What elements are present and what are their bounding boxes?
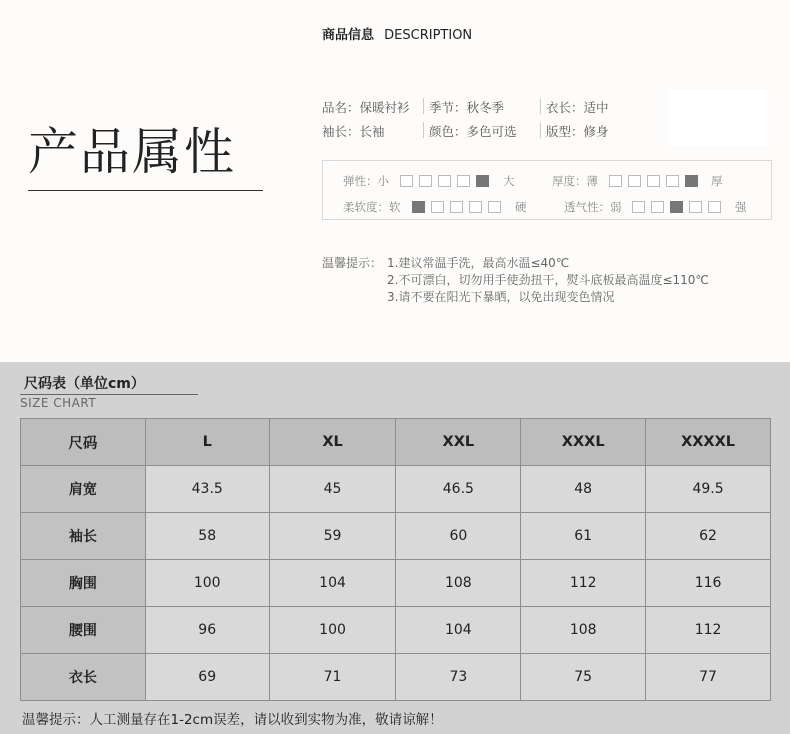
scale-square-icon	[685, 175, 698, 187]
attr-sleeve: 袖长：长袖	[322, 124, 385, 139]
size-table-header-row	[21, 419, 771, 466]
header-size-l: L	[145, 419, 269, 466]
scale-square-icon	[419, 175, 432, 187]
header-size-xl: XL	[269, 419, 396, 466]
size-table	[20, 418, 771, 701]
care-tips-label: 温馨提示：	[322, 256, 383, 270]
table-cell: 100	[269, 607, 396, 654]
row-label-shoulder: 肩宽	[21, 466, 146, 513]
scale-square-icon	[647, 175, 660, 187]
fabric-scale-box	[322, 160, 772, 220]
table-cell: 73	[396, 654, 521, 701]
table-cell: 108	[396, 560, 521, 607]
scale-square-icon	[431, 201, 444, 213]
blank-panel	[668, 90, 768, 146]
attr-divider	[423, 122, 424, 138]
table-row	[21, 654, 771, 701]
attr-divider	[423, 98, 424, 114]
scale-elasticity-label: 弹性：小	[343, 174, 389, 188]
description-heading-cn: 商品信息	[322, 28, 375, 43]
scale-thickness-label: 厚度：薄	[552, 174, 598, 188]
row-label-waist: 腰围	[21, 607, 146, 654]
description-heading-en: DESCRIPTION	[384, 28, 473, 43]
table-cell: 96	[145, 607, 269, 654]
attr-divider	[540, 122, 541, 138]
scale-elasticity-end: 大	[503, 174, 515, 188]
table-cell: 61	[521, 513, 646, 560]
attr-divider	[540, 98, 541, 114]
scale-breathability-end: 强	[735, 200, 747, 214]
scale-square-icon	[708, 201, 721, 213]
table-cell: 46.5	[396, 466, 521, 513]
scale-softness-end: 硬	[515, 200, 527, 214]
row-label-sleeve: 袖长	[21, 513, 146, 560]
size-chart-subtitle: SIZE CHART	[20, 396, 97, 410]
product-info-section	[0, 0, 790, 360]
table-cell: 48	[521, 466, 646, 513]
table-cell: 77	[646, 654, 771, 701]
table-cell: 116	[646, 560, 771, 607]
table-cell: 108	[521, 607, 646, 654]
table-cell: 62	[646, 513, 771, 560]
table-row	[21, 560, 771, 607]
table-row	[21, 607, 771, 654]
table-cell: 49.5	[646, 466, 771, 513]
table-cell: 59	[269, 513, 396, 560]
scale-square-icon	[651, 201, 664, 213]
header-size-xxxl: XXXL	[521, 419, 646, 466]
scale-square-icon	[666, 175, 679, 187]
table-cell: 58	[145, 513, 269, 560]
scale-square-icon	[457, 175, 470, 187]
attr-fit: 版型：修身	[546, 124, 609, 139]
scale-square-icon	[450, 201, 463, 213]
row-label-chest: 胸围	[21, 560, 146, 607]
scale-square-icon	[670, 201, 683, 213]
scale-square-icon	[400, 175, 413, 187]
size-chart-section	[0, 362, 790, 734]
care-tip-3: 3.请不要在阳光下暴晒，以免出现变色情况	[387, 290, 615, 304]
size-chart-title: 尺码表（单位cm）	[24, 376, 145, 392]
description-heading	[322, 24, 472, 43]
table-cell: 100	[145, 560, 269, 607]
care-tip-2: 2.不可漂白，切勿用手使劲扭干，熨斗底板最高温度≤110℃	[387, 273, 709, 287]
scale-breathability-label: 透气性：弱	[564, 200, 622, 214]
table-cell: 104	[396, 607, 521, 654]
table-cell: 69	[145, 654, 269, 701]
header-size-xxl: XXL	[396, 419, 521, 466]
table-cell: 71	[269, 654, 396, 701]
table-cell: 43.5	[145, 466, 269, 513]
scale-square-icon	[469, 201, 482, 213]
title-underline	[28, 190, 263, 191]
attr-season: 季节：秋冬季	[429, 100, 505, 115]
table-row	[21, 466, 771, 513]
scale-square-icon	[632, 201, 645, 213]
scale-square-icon	[412, 201, 425, 213]
header-size-label: 尺码	[21, 419, 146, 466]
table-cell: 112	[521, 560, 646, 607]
header-size-xxxxl: XXXXL	[646, 419, 771, 466]
scale-square-icon	[488, 201, 501, 213]
scale-square-icon	[689, 201, 702, 213]
measurement-note: 温馨提示：人工测量存在1-2cm误差，请以收到实物为准，敬请谅解！	[22, 712, 443, 728]
attr-name: 品名：保暖衬衫	[322, 100, 410, 115]
table-cell: 45	[269, 466, 396, 513]
row-label-length: 衣长	[21, 654, 146, 701]
size-chart-underline	[20, 394, 198, 395]
attr-color: 颜色：多色可选	[429, 124, 517, 139]
table-cell: 112	[646, 607, 771, 654]
table-cell: 75	[521, 654, 646, 701]
care-tip-1: 1.建议常温手洗，最高水温≤40℃	[387, 256, 570, 270]
scale-square-icon	[438, 175, 451, 187]
scale-square-icon	[628, 175, 641, 187]
table-cell: 60	[396, 513, 521, 560]
table-cell: 104	[269, 560, 396, 607]
attr-length: 衣长：适中	[546, 100, 609, 115]
scale-square-icon	[476, 175, 489, 187]
scale-softness-label: 柔软度：软	[343, 200, 401, 214]
scale-square-icon	[609, 175, 622, 187]
page-title: 产品属性	[28, 123, 236, 181]
scale-thickness-end: 厚	[711, 174, 723, 188]
table-row	[21, 513, 771, 560]
